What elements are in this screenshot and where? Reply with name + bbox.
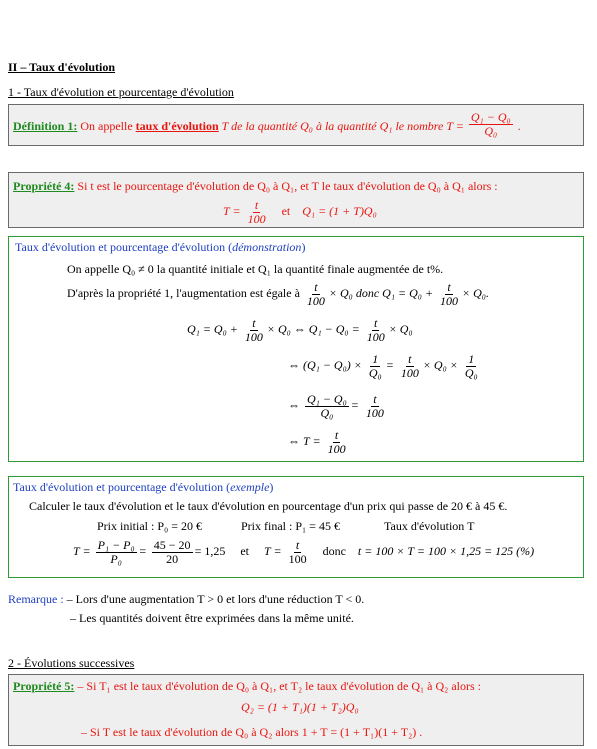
remarque-text-2: – Les quantités doivent être exprimées dans la même unité. [70, 611, 354, 625]
demo-eq2c: × Q₀ × [422, 357, 458, 372]
example-line-1: Calculer le taux d'évolution et le taux d'évolution en pourcentage d'un prix qui passe de 20 € à 45 €. [29, 499, 508, 513]
demo-line-2c: × Q₀. [462, 285, 489, 300]
demo-eq3b: = [350, 397, 359, 412]
section-title: II – Taux d'évolution [8, 60, 116, 74]
example-title-text: Taux d'évolution et pourcentage d'évolution ( [13, 480, 231, 494]
demo-l2-num: t [314, 280, 318, 294]
subsection-title-2: 2 - Évolutions successives [8, 656, 135, 670]
propriete5-text-3: – Si T est le taux d'évolution de Q₀ à Q₂ alors 1 + T = (1 + T₁)(1 + T₂) . [81, 725, 423, 739]
demo-line-1: On appelle Q₀ ≠ 0 la quantité initiale et Q₁ la quantité finale augmentée de t%. [67, 262, 444, 276]
example-et: et [240, 543, 250, 558]
propriete5-text-1: – Si T₁ est le taux d'évolution de Q₀ à Q₁, et T₂ le taux d'évolution de Q₁ à Q₂ alors : [77, 679, 481, 693]
demo-eq4-den: 100 [327, 441, 346, 456]
demo-eq1a: Q₁ = Q₀ + [187, 321, 238, 336]
demo-eq2-den2: 100 [400, 365, 419, 380]
propriete4-num: t [254, 198, 259, 212]
propriete5-box [8, 674, 584, 746]
demonstration-box [8, 236, 584, 462]
example-formula [73, 539, 534, 565]
demo-eq-4 [288, 429, 350, 455]
demo-eq3-num2: t [373, 392, 377, 406]
example-taux: Taux d'évolution T [384, 519, 475, 533]
example-prix-initial: Prix initial : P₀ = 20 € [97, 519, 202, 533]
example-title [13, 480, 273, 495]
example-f4: T = [264, 543, 282, 558]
example-title-italic: exemple [230, 480, 270, 494]
definition-text-b: T de la quantité Q₀ à la quantité Q₁ le nombre T = [221, 118, 464, 133]
definition-fraction [469, 111, 513, 137]
definition-box [8, 104, 584, 146]
definition-label: Définition 1: [13, 118, 78, 133]
definition-term: taux d'évolution [135, 118, 219, 133]
definition-text [13, 110, 521, 140]
demo-eq4-num: t [334, 428, 339, 442]
demo-title-end: ) [301, 240, 306, 254]
demo-eq4a: ⇔ T = [288, 433, 321, 448]
propriete4-box [8, 172, 584, 228]
example-f4-num: t [295, 538, 300, 552]
demo-eq1-num1: t [252, 316, 256, 330]
propriete4-label: Propriété 4: [13, 179, 75, 193]
propriete4-formula-left: T = [223, 203, 241, 218]
remarque-line-1 [8, 592, 364, 607]
demo-title-text: Taux d'évolution et pourcentage d'évolution ( [15, 240, 233, 254]
demo-eq-1 [187, 317, 413, 343]
demo-eq1b: × Q₀ ⇔ Q₁ − Q₀ = [266, 321, 360, 336]
demo-eq2-den1: Q₀ [368, 365, 382, 380]
propriete5-text-2: Q₂ = (1 + T₁)(1 + T₂)Q₀ [241, 700, 359, 714]
demo-eq3a: ⇔ [288, 397, 300, 412]
demo-l2-den: 100 [306, 293, 325, 308]
demo-eq-3 [288, 393, 388, 419]
demo-eq1c: × Q₀ [388, 321, 413, 336]
demo-eq1-num2: t [374, 316, 378, 330]
demo-l2-den2: 100 [440, 293, 459, 308]
demo-eq3-den2: 100 [365, 405, 384, 420]
propriete5-line-1 [13, 679, 481, 694]
demo-eq1-den1: 100 [244, 329, 263, 344]
example-f4-den: 100 [288, 551, 307, 566]
definition-end: . [517, 118, 521, 133]
demo-eq3-den1: Q₀ [320, 405, 334, 420]
example-title-end: ) [269, 480, 274, 494]
demo-l2-num2: t [447, 280, 451, 294]
definition-fraction-num: Q₁ − Q₀ [470, 110, 511, 124]
demo-line-2b: × Q₀ donc Q₁ = Q₀ + [328, 285, 434, 300]
subsection-title-1: 1 - Taux d'évolution et pourcentage d'évolution [8, 85, 234, 99]
example-box [8, 476, 584, 578]
demo-eq3-num1: Q₁ − Q₀ [307, 392, 347, 406]
example-f1-den: P₀ [110, 551, 122, 566]
demo-eq1-den2: 100 [366, 329, 385, 344]
example-f3: = 1,25 [194, 543, 226, 558]
example-f1-num: P₁ − P₀ [97, 538, 135, 552]
example-f2: = [138, 543, 147, 558]
demo-eq2-num1: 1 [372, 352, 379, 366]
propriete4-text [13, 179, 498, 194]
propriete4-statement: Si t est le pourcentage d'évolution de Q₀ à Q₁, et T le taux d'évolution de Q₀ à Q₁ alors : [77, 179, 498, 193]
demo-eq2-num3: 1 [468, 352, 475, 366]
demo-eq2-num2: t [408, 352, 412, 366]
demo-eq2b: = [385, 357, 394, 372]
demo-eq2a: ⇔ (Q₁ − Q₀) × [288, 357, 362, 372]
example-donc: donc [322, 543, 346, 558]
propriete4-et: et [281, 203, 291, 218]
demonstration-title [15, 240, 305, 255]
example-f2-den: 20 [166, 551, 179, 566]
example-f5: t = 100 × T = 100 × 1,25 = 125 (%) [357, 543, 535, 558]
demo-eq-2 [288, 353, 482, 379]
propriete4-formula-right: Q₁ = (1 + T)Q₀ [302, 203, 377, 218]
demo-title-italic: démonstration [232, 240, 302, 254]
example-prix-final: Prix final : P₁ = 45 € [241, 519, 340, 533]
remarque-label: Remarque : [8, 592, 64, 606]
propriete4-den: 100 [247, 211, 266, 226]
definition-text-a: On appelle [80, 118, 133, 133]
demo-line-2a: D'après la propriété 1, l'augmentation est égale à [67, 285, 300, 300]
propriete5-label: Propriété 5: [13, 679, 75, 693]
example-f2-num: 45 − 20 [153, 538, 191, 552]
example-f1: T = [73, 543, 91, 558]
definition-fraction-den: Q₀ [484, 123, 498, 138]
demo-line-2 [67, 281, 489, 307]
demo-eq2-den3: Q₀ [464, 365, 478, 380]
remarque-text-1: – Lors d'une augmentation T > 0 et lors d'une réduction T < 0. [66, 592, 365, 606]
propriete4-formula [223, 199, 377, 225]
